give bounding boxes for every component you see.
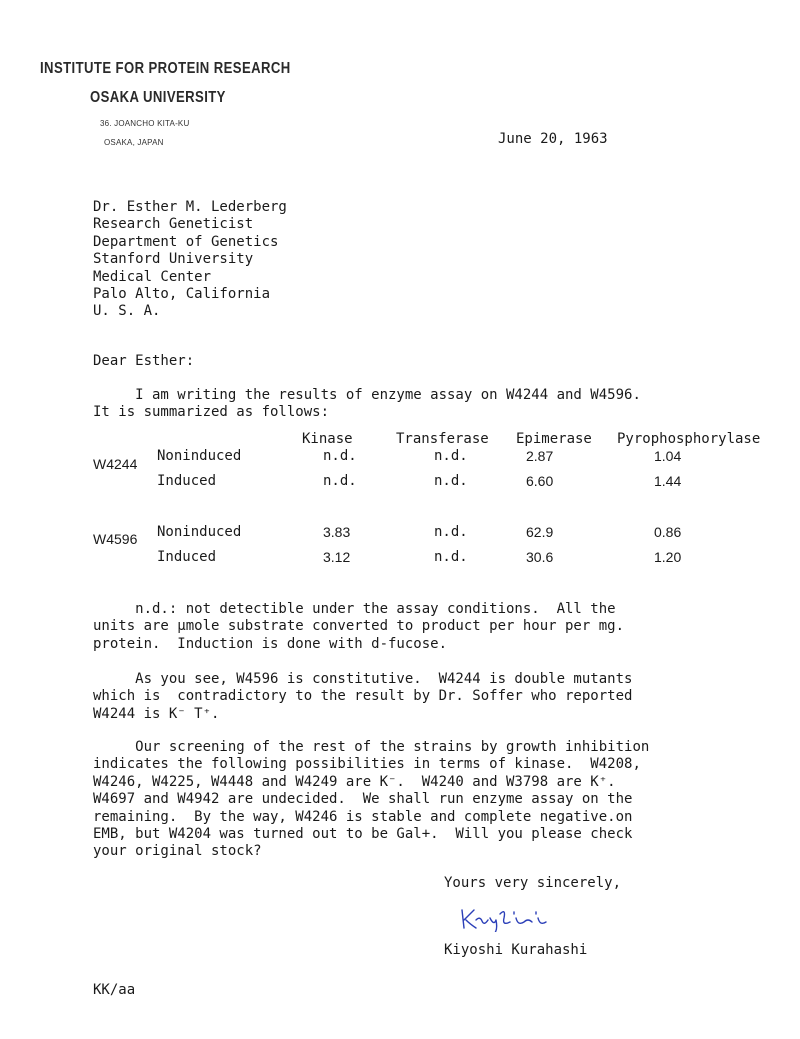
table-cell-condition: Induced [157, 549, 217, 565]
table-cell-epimerase: 30.6 [526, 549, 554, 565]
table-footnote: n.d.: not detectible under the assay conditions. All the units are μmole substrate converted to product per hour per mg. protein. Induction is done with d-fucose. [93, 601, 625, 652]
paragraph-intro: I am writing the results of enzyme assay on W4244 and W4596. It is summarized as follows: [93, 387, 641, 421]
table-cell-kinase: n.d. [323, 448, 357, 464]
table-cell-pyrophosphorylase: 1.20 [654, 549, 682, 565]
table-cell-epimerase: 6.60 [526, 473, 554, 489]
letterhead-address-line2: OSAKA, JAPAN [104, 138, 164, 147]
letterhead-institute: INSTITUTE FOR PROTEIN RESEARCH [40, 60, 291, 77]
recipient-address: Dr. Esther M. Lederberg Research Geneticist Department of Genetics Stanford University Medical Center Palo Alto, California U. S. A. [93, 199, 287, 320]
table-cell-pyrophosphorylase: 1.04 [654, 448, 682, 464]
paragraph-constitutive: As you see, W4596 is constitutive. W4244 is double mutants which is contradictory to the result by Dr. Soffer who reported W4244 is K⁻ T⁺. [93, 671, 633, 722]
table-cell-pyrophosphorylase: 1.44 [654, 473, 682, 489]
table-cell-epimerase: 62.9 [526, 524, 554, 540]
paragraph-screening: Our screening of the rest of the strains by growth inhibition indicates the following possibilities in terms of kinase. W4208, W4246, W4225, W4448 and W4249 are K⁻. W4240 and W3798 are K⁺. W4697 and W4942 are undecided. We shall run enzyme assay on the remaining. By the way, W4246 is stable and complete negative.on EMB, but W4204 was turned out to be Gal+. Will you please check your original stock? [93, 739, 650, 860]
strain-label-w4596: W4596 [93, 531, 138, 547]
strain-label-w4244: W4244 [93, 456, 138, 472]
typist-initials: KK/aa [93, 982, 136, 998]
table-header-kinase: Kinase [302, 431, 353, 447]
table-cell-condition: Induced [157, 473, 217, 489]
table-header-transferase: Transferase [396, 431, 489, 447]
table-cell-condition: Noninduced [157, 448, 242, 464]
letterhead-address-line1: 36. JOANCHO KITA-KU [100, 119, 190, 128]
table-cell-transferase: n.d. [434, 448, 468, 464]
table-header-epimerase: Epimerase [516, 431, 592, 447]
table-cell-pyrophosphorylase: 0.86 [654, 524, 682, 540]
table-cell-epimerase: 2.87 [526, 448, 554, 464]
letterhead-university: OSAKA UNIVERSITY [90, 89, 226, 106]
table-cell-kinase: 3.12 [323, 549, 351, 565]
signer-name: Kiyoshi Kurahashi [444, 942, 588, 958]
closing: Yours very sincerely, [444, 875, 622, 891]
table-cell-transferase: n.d. [434, 549, 468, 565]
table-cell-condition: Noninduced [157, 524, 242, 540]
salutation: Dear Esther: [93, 353, 195, 369]
table-cell-kinase: n.d. [323, 473, 357, 489]
handwritten-signature [458, 904, 554, 932]
table-cell-transferase: n.d. [434, 524, 468, 540]
letter-date: June 20, 1963 [498, 131, 608, 147]
table-cell-transferase: n.d. [434, 473, 468, 489]
table-cell-kinase: 3.83 [323, 524, 351, 540]
table-header-pyrophosphorylase: Pyrophosphorylase [617, 431, 761, 447]
